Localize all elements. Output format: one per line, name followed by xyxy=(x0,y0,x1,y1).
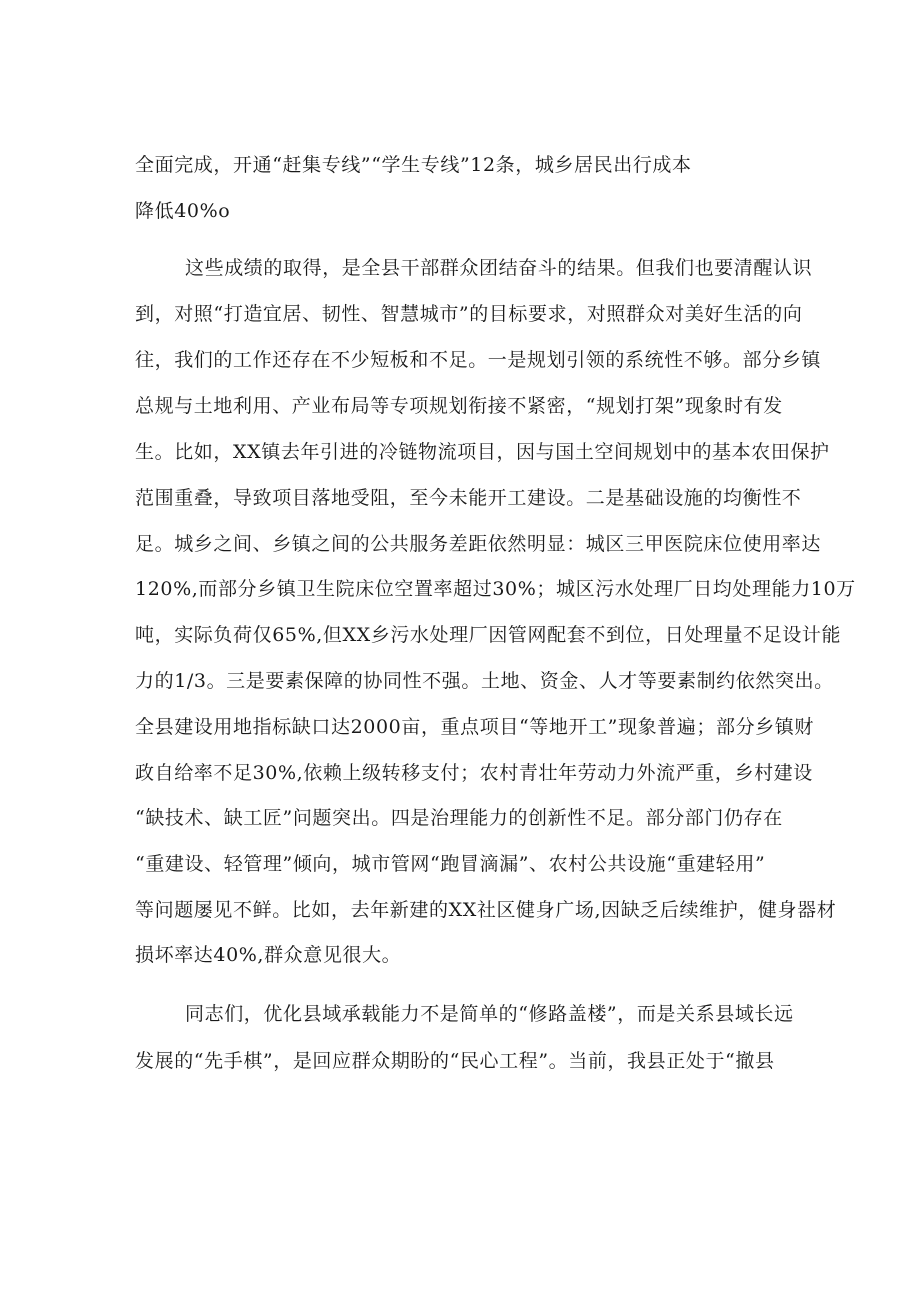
text-line-16: “重建设、轻管理”倾向，城市管网“跑冒滴漏”、农村公共设施“重建轻用” xyxy=(135,853,766,875)
text-line-4: 到，对照“打造宜居、韧性、智慧城市”的目标要求，对照群众对美好生活的向 xyxy=(135,303,803,325)
text-line-5: 往，我们的工作还存在不少短板和不足。一是规划引领的系统性不够。部分乡镇 xyxy=(135,349,822,371)
text-line-6: 总规与土地利用、产业布局等专项规划衔接不紧密，“规划打架”现象时有发 xyxy=(135,395,783,417)
text-line-11: 吨，实际负荷仅65%,但XX乡污水处理厂因管网配套不到位，日处理量不足设计能 xyxy=(135,624,842,646)
text-line-2: 降低40%o xyxy=(135,200,231,222)
text-line-1: 全面完成，开通“赶集专线”“学生专线”12条，城乡居民出行成本 xyxy=(135,154,692,176)
text-line-10: 120%,而部分乡镇卫生院床位空置率超过30%；城区污水处理厂日均处理能力10万 xyxy=(135,578,856,600)
text-line-9: 足。城乡之间、乡镇之间的公共服务差距依然明显：城区三甲医院床位使用率达 xyxy=(135,533,822,555)
text-line-15: “缺技术、缺工匠”问题突出。四是治理能力的创新性不足。部分部门仍存在 xyxy=(135,807,783,829)
text-line-7: 生。比如，XX镇去年引进的冷链物流项目，因与国土空间规划中的基本农田保护 xyxy=(135,441,830,463)
text-line-14: 政自给率不足30%,依赖上级转移支付；农村青壮年劳动力外流严重，乡村建设 xyxy=(135,762,813,784)
text-line-17: 等问题屡见不鲜。比如，去年新建的XX社区健身广场,因缺乏后续维护，健身器材 xyxy=(135,899,837,921)
text-line-20: 发展的“先手棋”，是回应群众期盼的“民心工程”。当前，我县正处于“撤县 xyxy=(135,1050,775,1072)
text-line-19: 同志们，优化县域承载能力不是简单的“修路盖楼”，而是关系县域长远 xyxy=(185,1003,794,1025)
text-line-18: 损坏率达40%,群众意见很大。 xyxy=(135,944,402,966)
text-line-12: 力的1/3。三是要素保障的协同性不强。土地、资金、人才等要素制约依然突出。 xyxy=(135,670,834,692)
text-line-8: 范围重叠，导致项目落地受阻，至今未能开工建设。二是基础设施的均衡性不 xyxy=(135,487,802,509)
text-line-3: 这些成绩的取得，是全县干部群众团结奋斗的结果。但我们也要清醒认识 xyxy=(185,257,813,279)
text-line-13: 全县建设用地指标缺口达2000亩，重点项目“等地开工”现象普遍；部分乡镇财 xyxy=(135,716,814,738)
